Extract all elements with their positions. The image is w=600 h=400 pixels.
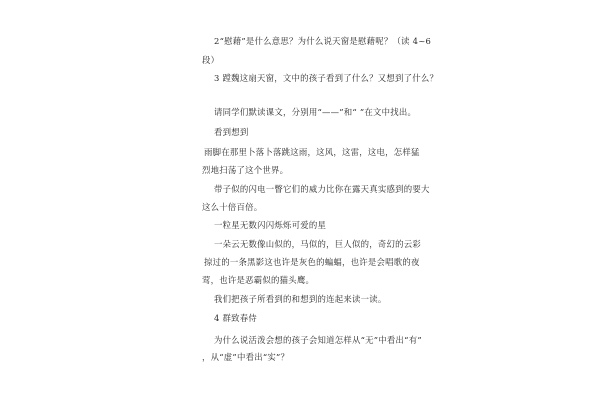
shadow-paragraph-line-2: 莺，也许是恶霸似的猫头鹰。 — [202, 275, 315, 285]
rain-paragraph-line-1: 雨脚在那里卜落卜落跳这雨，这风，这雷，这电，怎样猛 — [204, 147, 420, 157]
star-line: 一粒星无数闪闪烁烁可爱的星 — [214, 220, 327, 230]
question-2-line-1: 2“慰藉”是什么意思？为什么说天窗是慰藉呢？（读 4~6 — [214, 36, 432, 46]
read-together-line: 我们把孩子所看到的和想到的连起来读一读。 — [214, 294, 387, 304]
cloud-line: 一朵云无数像山似的，马似的，巨人似的，奇幻的云彩 — [214, 239, 421, 249]
section-4-heading: 4 群致春侍 — [214, 313, 257, 323]
instruction-text: 请同学们默读课文，分别用“——”和“ ”在文中找出。 — [214, 107, 417, 117]
lightning-paragraph-line-2: 这么十倍百倍。 — [202, 202, 263, 212]
section-heading-see-think: 看到想到 — [214, 127, 249, 137]
final-question-line-1: 为什么说活泼会想的孩子会知道怎样从“无”中看出“有” — [214, 335, 422, 345]
question-2-line-2: 段） — [202, 55, 220, 65]
question-3: 3 蹚魏这扇天窗，文中的孩子看到了什么？又想到了什么？ — [214, 73, 439, 83]
final-question-line-2: ，从“虚”中看出“实”？ — [202, 352, 290, 362]
lightning-paragraph-line-1: 带子似的闪电一瞥它们的威力比你在露天真实感到的要大 — [214, 184, 430, 194]
rain-paragraph-line-2: 烈地扫荡了这个世界。 — [202, 165, 289, 175]
shadow-paragraph-line-1: 掠过的一条黑影这也许是灰色的蝙蝠，也许是会唱歌的夜 — [204, 257, 420, 267]
